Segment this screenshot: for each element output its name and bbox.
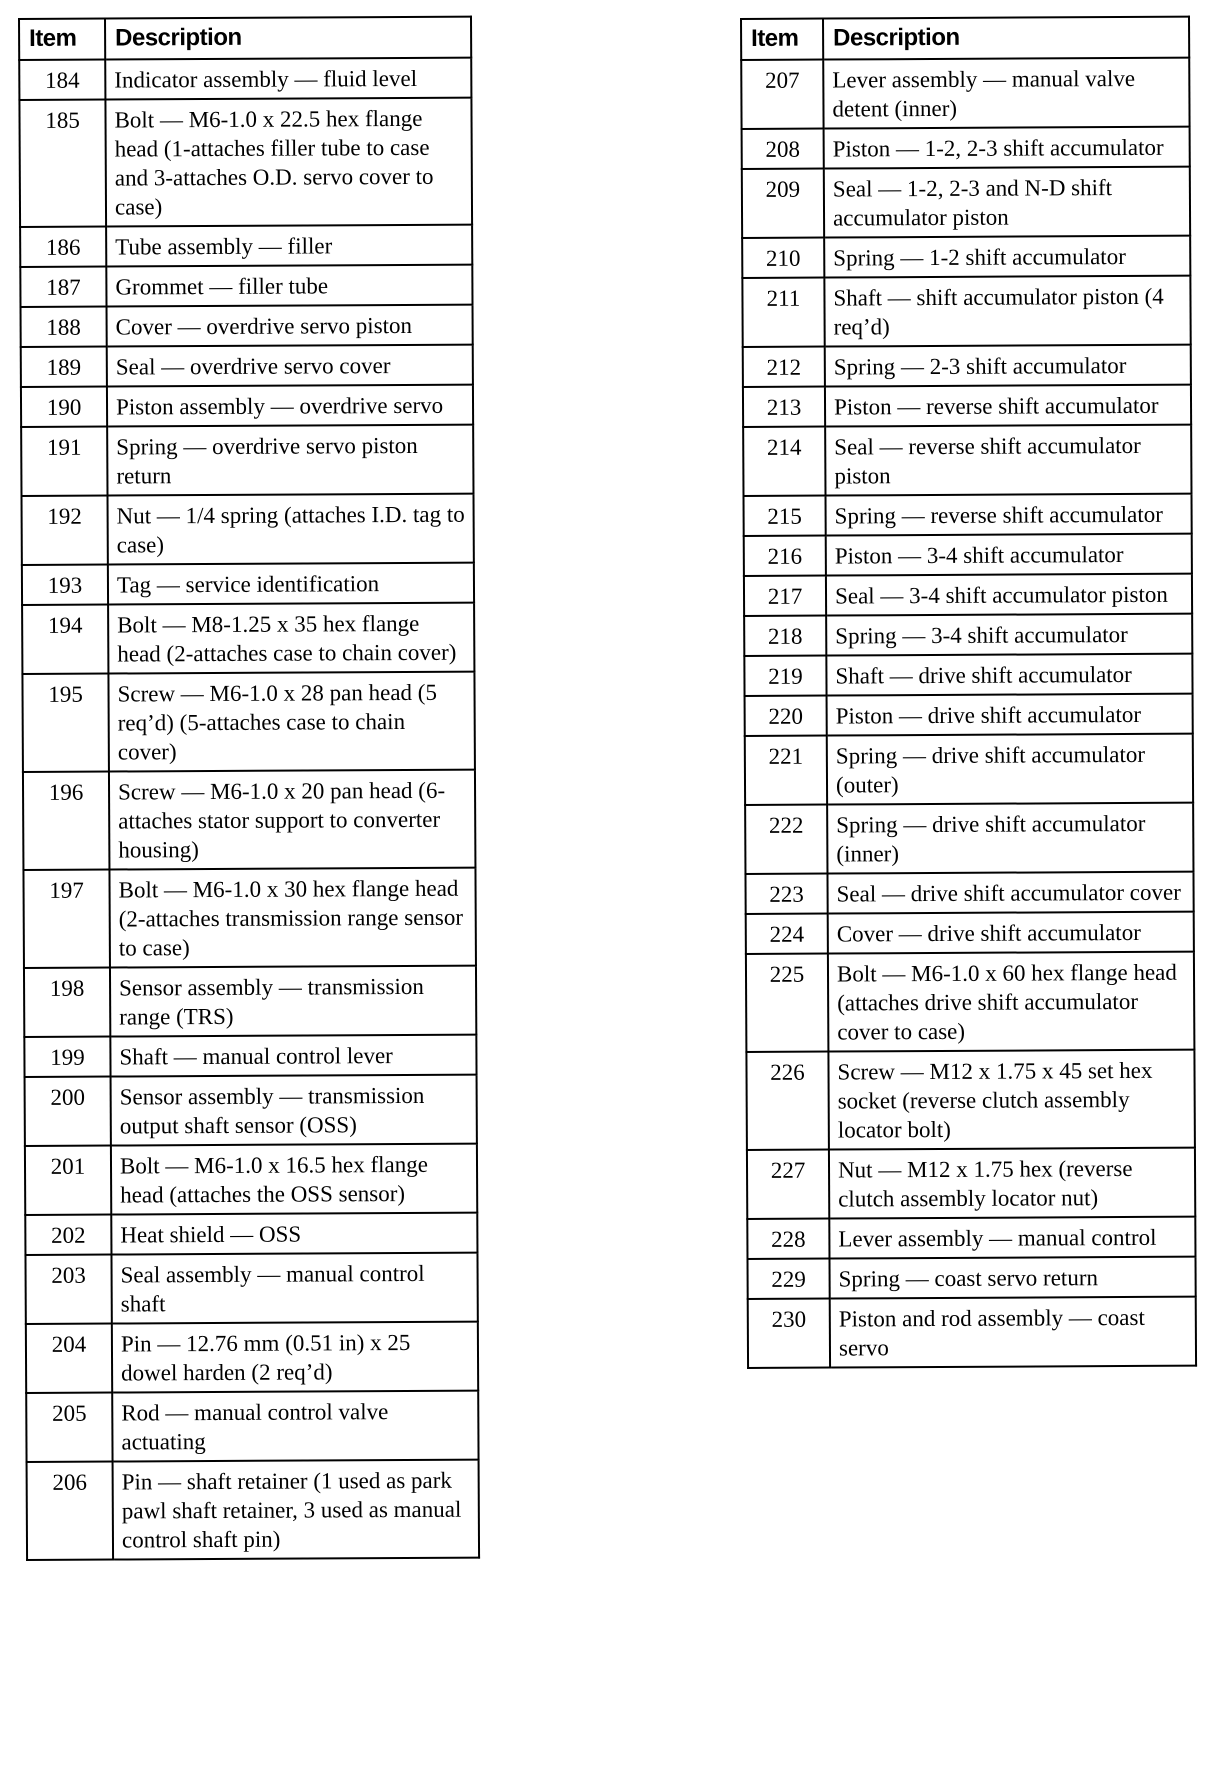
table-row bbox=[25, 1253, 477, 1324]
item-description: Grommet — filler tube bbox=[106, 265, 472, 307]
table-row bbox=[744, 494, 1192, 536]
item-number: 219 bbox=[744, 656, 826, 696]
item-description: Piston assembly — overdrive servo bbox=[107, 385, 473, 427]
item-description: Spring — 1-2 shift accumulator bbox=[824, 236, 1190, 278]
item-number: 227 bbox=[747, 1150, 829, 1219]
table-row bbox=[26, 1391, 478, 1462]
item-number: 197 bbox=[23, 870, 110, 968]
item-number: 204 bbox=[26, 1324, 112, 1393]
item-description: Shaft — drive shift accumulator bbox=[826, 654, 1192, 696]
item-description: Seal — 3-4 shift accumulator piston bbox=[826, 574, 1192, 616]
table-row bbox=[27, 1460, 480, 1560]
table-row bbox=[742, 276, 1190, 347]
item-number: 213 bbox=[743, 387, 825, 427]
table-row bbox=[743, 385, 1191, 427]
item-number: 207 bbox=[741, 60, 823, 129]
item-description: Nut — M12 x 1.75 hex (reverse clutch assembly locator nut) bbox=[829, 1148, 1195, 1219]
table-row bbox=[745, 734, 1193, 805]
item-description: Seal — reverse shift accumulator piston bbox=[825, 425, 1191, 496]
table-row bbox=[746, 1050, 1195, 1150]
item-number: 201 bbox=[25, 1146, 111, 1215]
item-description: Tube assembly — filler bbox=[106, 225, 472, 267]
table-row bbox=[742, 167, 1190, 238]
table-row bbox=[747, 1257, 1195, 1299]
item-description: Tag — service identification bbox=[108, 563, 474, 605]
table-row bbox=[747, 1217, 1195, 1259]
table-row bbox=[744, 534, 1192, 576]
item-number: 191 bbox=[21, 427, 107, 496]
item-description: Lever assembly — manual control bbox=[829, 1217, 1195, 1259]
item-description: Indicator assembly — fluid level bbox=[105, 58, 471, 100]
item-description: Spring — 2-3 shift accumulator bbox=[825, 345, 1191, 387]
table-row bbox=[742, 236, 1190, 278]
item-description: Seal — overdrive servo cover bbox=[107, 345, 473, 387]
rows-right bbox=[741, 58, 1196, 1368]
table-row bbox=[20, 225, 472, 267]
item-number: 225 bbox=[746, 954, 829, 1052]
table-row bbox=[22, 672, 475, 772]
item-header: Item bbox=[741, 19, 823, 60]
item-description: Sensor assembly — transmission output shaft sensor (OSS) bbox=[111, 1075, 477, 1146]
table-row bbox=[748, 1297, 1196, 1368]
item-number: 186 bbox=[20, 227, 106, 267]
item-number: 196 bbox=[23, 772, 110, 870]
item-description: Screw — M12 x 1.75 x 45 set hex socket (reverse clutch assembly locator bolt) bbox=[828, 1050, 1195, 1150]
header-row bbox=[741, 17, 1189, 60]
item-description: Piston — 1-2, 2-3 shift accumulator bbox=[824, 127, 1190, 169]
table-row bbox=[743, 425, 1191, 496]
item-description: Seal assembly — manual control shaft bbox=[111, 1253, 477, 1324]
item-number: 203 bbox=[25, 1255, 111, 1324]
item-number: 221 bbox=[745, 736, 827, 805]
table-row bbox=[22, 563, 474, 605]
item-number: 228 bbox=[747, 1219, 829, 1259]
item-number: 189 bbox=[21, 347, 107, 387]
item-description: Spring — reverse shift accumulator bbox=[826, 494, 1192, 536]
item-number: 187 bbox=[20, 267, 106, 307]
item-description: Cover — overdrive servo piston bbox=[107, 305, 473, 347]
item-number: 206 bbox=[27, 1462, 114, 1560]
item-number: 194 bbox=[22, 605, 108, 674]
table-row bbox=[743, 345, 1191, 387]
table-row bbox=[742, 127, 1190, 169]
item-description: Sensor assembly — transmission range (TRS) bbox=[110, 966, 476, 1037]
table-row bbox=[21, 345, 473, 387]
table-row bbox=[24, 966, 476, 1037]
table-row bbox=[19, 98, 472, 227]
item-number: 230 bbox=[748, 1299, 830, 1368]
description-header: Description bbox=[823, 17, 1189, 60]
item-description: Seal — drive shift accumulator cover bbox=[827, 872, 1193, 914]
item-number: 218 bbox=[744, 616, 826, 656]
table-row bbox=[21, 425, 473, 496]
table-row bbox=[746, 912, 1194, 954]
item-description: Screw — M6-1.0 x 20 pan head (6-attaches stator support to converter housing) bbox=[109, 770, 476, 870]
item-description: Lever assembly — manual valve detent (inner) bbox=[823, 58, 1189, 129]
item-description: Rod — manual control valve actuating bbox=[112, 1391, 478, 1462]
table-row bbox=[20, 265, 472, 307]
table-row bbox=[21, 305, 473, 347]
table-row bbox=[745, 803, 1193, 874]
item-number: 229 bbox=[747, 1259, 829, 1299]
item-description: Bolt — M6-1.0 x 60 hex flange head (attaches drive shift accumulator cover to case) bbox=[828, 952, 1195, 1052]
table-row bbox=[744, 654, 1192, 696]
table-row bbox=[745, 694, 1193, 736]
parts-table-right bbox=[740, 16, 1197, 1369]
item-number: 212 bbox=[743, 347, 825, 387]
table-row bbox=[741, 58, 1189, 129]
item-number: 216 bbox=[744, 536, 826, 576]
item-number: 193 bbox=[22, 565, 108, 605]
table-row bbox=[23, 868, 476, 968]
item-description: Bolt — M8-1.25 x 35 hex flange head (2-attaches case to chain cover) bbox=[108, 603, 474, 674]
item-number: 188 bbox=[21, 307, 107, 347]
table-row bbox=[25, 1075, 477, 1146]
item-number: 185 bbox=[19, 100, 106, 227]
description-header: Description bbox=[105, 17, 471, 60]
item-number: 215 bbox=[744, 496, 826, 536]
item-description: Spring — overdrive servo piston return bbox=[107, 425, 473, 496]
table-row bbox=[19, 58, 471, 100]
table-row bbox=[22, 494, 474, 565]
item-description: Cover — drive shift accumulator bbox=[828, 912, 1194, 954]
item-number: 192 bbox=[22, 496, 108, 565]
item-description: Nut — 1/4 spring (attaches I.D. tag to case) bbox=[108, 494, 474, 565]
item-description: Seal — 1-2, 2-3 and N-D shift accumulator piston bbox=[824, 167, 1190, 238]
table-row bbox=[744, 614, 1192, 656]
item-number: 211 bbox=[742, 278, 824, 347]
item-description: Screw — M6-1.0 x 28 pan head (5 req’d) (5-attaches case to chain cover) bbox=[108, 672, 475, 772]
header-row bbox=[19, 17, 471, 60]
table-row bbox=[747, 1148, 1195, 1219]
item-number: 195 bbox=[22, 674, 109, 772]
item-description: Piston and rod assembly — coast servo bbox=[830, 1297, 1196, 1368]
item-description: Shaft — manual control lever bbox=[110, 1035, 476, 1077]
item-description: Bolt — M6-1.0 x 16.5 hex flange head (attaches the OSS sensor) bbox=[111, 1144, 477, 1215]
item-description: Bolt — M6-1.0 x 30 hex flange head (2-attaches transmission range sensor to case) bbox=[109, 868, 476, 968]
item-description: Pin — 12.76 mm (0.51 in) x 25 dowel harden (2 req’d) bbox=[112, 1322, 478, 1393]
item-number: 210 bbox=[742, 238, 824, 278]
item-description: Pin — shaft retainer (1 used as park pawl shaft retainer, 3 used as manual control shaft pin) bbox=[113, 1460, 480, 1560]
table-row bbox=[745, 872, 1193, 914]
item-description: Piston — reverse shift accumulator bbox=[825, 385, 1191, 427]
item-number: 202 bbox=[25, 1215, 111, 1255]
item-description: Spring — 3-4 shift accumulator bbox=[826, 614, 1192, 656]
table-row bbox=[25, 1213, 477, 1255]
item-description: Spring — coast servo return bbox=[829, 1257, 1195, 1299]
item-header: Item bbox=[19, 19, 105, 60]
table-row bbox=[746, 952, 1195, 1052]
rows-left bbox=[19, 58, 479, 1560]
table-row bbox=[21, 385, 473, 427]
item-number: 214 bbox=[743, 427, 825, 496]
item-description: Piston — 3-4 shift accumulator bbox=[826, 534, 1192, 576]
table-row bbox=[25, 1144, 477, 1215]
item-number: 209 bbox=[742, 169, 824, 238]
item-number: 217 bbox=[744, 576, 826, 616]
item-number: 224 bbox=[746, 914, 828, 954]
item-number: 222 bbox=[745, 805, 827, 874]
item-description: Piston — drive shift accumulator bbox=[827, 694, 1193, 736]
item-number: 184 bbox=[19, 60, 105, 100]
item-description: Spring — drive shift accumulator (inner) bbox=[827, 803, 1193, 874]
table-row bbox=[24, 1035, 476, 1077]
item-number: 208 bbox=[742, 129, 824, 169]
item-number: 220 bbox=[745, 696, 827, 736]
item-number: 226 bbox=[746, 1052, 829, 1150]
table-row bbox=[23, 770, 476, 870]
item-number: 223 bbox=[745, 874, 827, 914]
table-row bbox=[22, 603, 474, 674]
item-number: 198 bbox=[24, 968, 110, 1037]
table-row bbox=[26, 1322, 478, 1393]
item-number: 199 bbox=[24, 1037, 110, 1077]
item-number: 200 bbox=[25, 1077, 111, 1146]
item-description: Heat shield — OSS bbox=[111, 1213, 477, 1255]
item-number: 190 bbox=[21, 387, 107, 427]
parts-table-left bbox=[18, 16, 480, 1561]
table-row bbox=[744, 574, 1192, 616]
item-description: Bolt — M6-1.0 x 22.5 hex flange head (1-attaches filler tube to case and 3-attaches O.D. servo cover to case) bbox=[105, 98, 472, 227]
item-number: 205 bbox=[26, 1393, 112, 1462]
item-description: Spring — drive shift accumulator (outer) bbox=[827, 734, 1193, 805]
item-description: Shaft — shift accumulator piston (4 req’d) bbox=[824, 276, 1190, 347]
